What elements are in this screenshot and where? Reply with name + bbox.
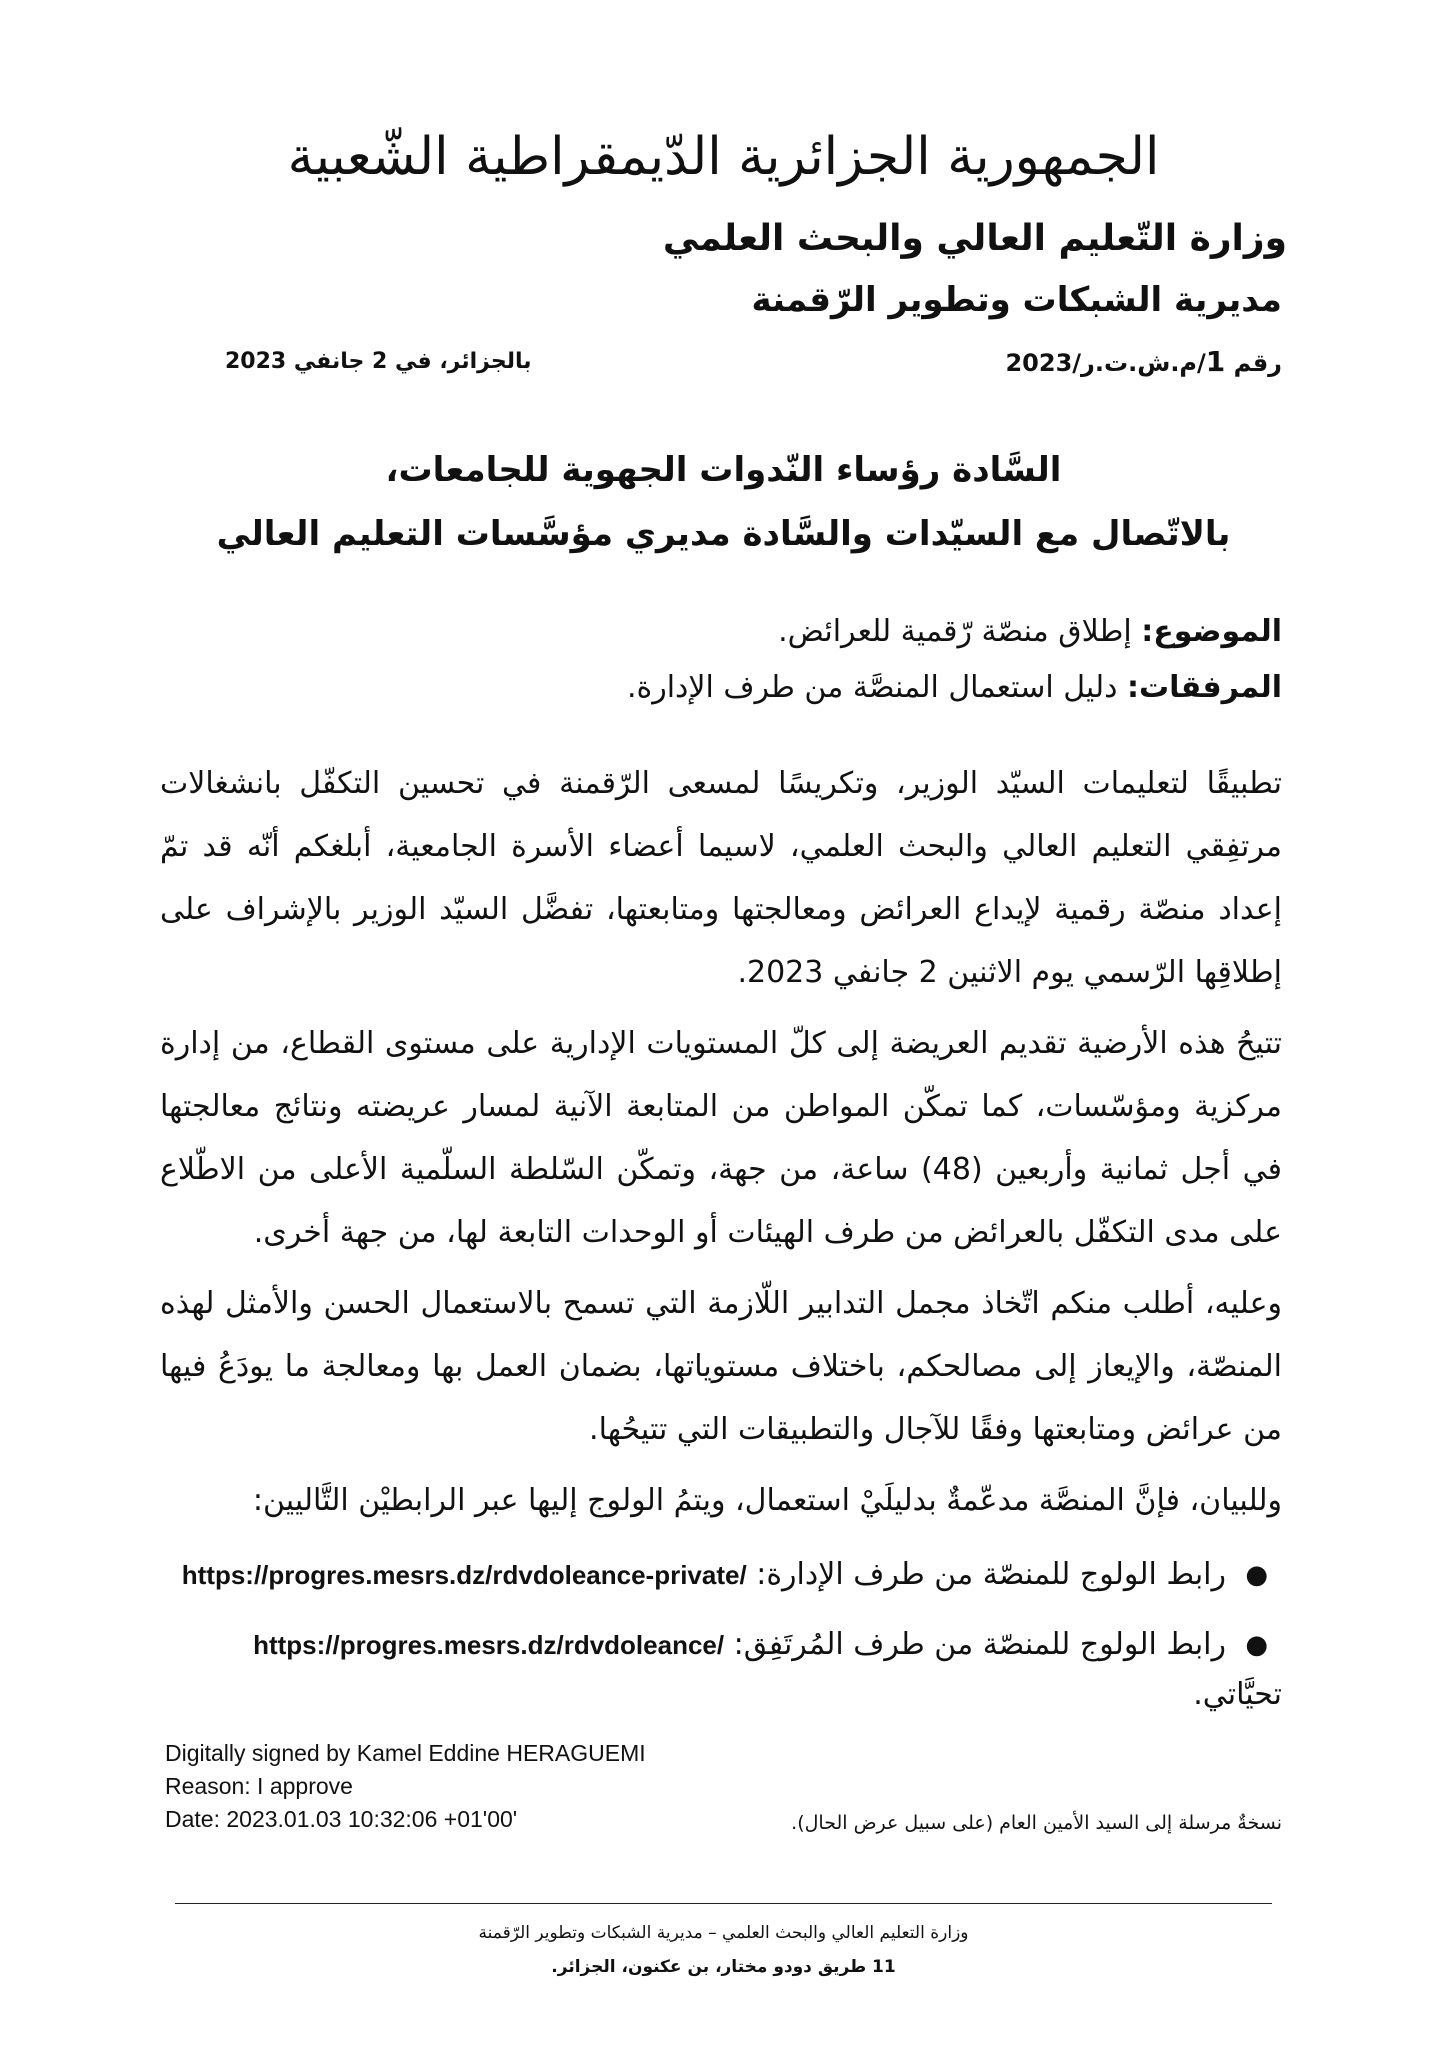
footer-divider (175, 1903, 1272, 1904)
signature-reason: Reason: I approve (165, 1773, 353, 1799)
body-paragraph-4: وللبيان، فإنَّ المنصَّة مدعّمةٌ بدليلَيْ استعمال، ويتمُ الولوج إليها عبر الرابطيْن التَّاليين: (252, 1483, 1282, 1518)
list-item (160, 1540, 1282, 1610)
closing-salutation: تحيَّاتي. (1193, 1677, 1282, 1712)
attachments-label: المرفقات: (1127, 670, 1282, 705)
footer (0, 1916, 1447, 1984)
subject-block (160, 604, 1282, 716)
reference-prefix: رقم (1233, 349, 1282, 377)
digital-signature (165, 1737, 646, 1836)
admin-link-url[interactable]: https://progres.mesrs.dz/rdvdoleance-private/ (181, 1560, 747, 1590)
user-link-label: رابط الولوج للمنصّة من طرف المُرتَفِق: (733, 1627, 1226, 1662)
admin-link-label: رابط الولوج للمنصّة من طرف الإدارة: (756, 1557, 1226, 1592)
letter-body (160, 752, 1282, 1680)
list-item (160, 1610, 1282, 1680)
addressee-line-2: بالاتّصال مع السيّدات والسَّادة مديري مؤسَّسات التعليم العالي (216, 514, 1231, 554)
reference-suffix: /م.ش.ت.ر/2023 (1005, 349, 1206, 377)
attachments-text: دليل استعمال المنصَّة من طرف الإدارة. (626, 670, 1118, 705)
addressee-block (0, 438, 1447, 566)
bullet-icon: ● (1245, 1560, 1268, 1590)
place-date: بالجزائر، في 2 جانفي 2023 (225, 349, 532, 374)
reference-num: 1 (1205, 345, 1226, 378)
signature-date: Date: 2023.01.03 10:32:06 +01'00' (165, 1806, 518, 1832)
subject-text: إطلاق منصّة رّقمية للعرائض. (778, 614, 1132, 649)
access-links-list (160, 1540, 1282, 1680)
directorate-name: مديرية الشبكات وتطوير الرّقمنة (751, 280, 1282, 320)
addressee-line-1: السَّادة رؤساء النّدوات الجهوية للجامعات، (385, 450, 1062, 490)
ministry-name: وزارة التّعليم العالي والبحث العلمي (662, 218, 1287, 259)
user-link-url[interactable]: https://progres.mesrs.dz/rdvdoleance/ (253, 1630, 725, 1660)
signature-signer: Digitally signed by Kamel Eddine HERAGUEMI (165, 1740, 646, 1766)
republic-heading: الجمهورية الجزائرية الدّيمقراطية الشّعبية (287, 127, 1160, 187)
footer-line-1: وزارة التعليم العالي والبحث العلمي – مديرية الشبكات وتطوير الرّقمنة (478, 1923, 969, 1943)
body-paragraph-2: تتيحُ هذه الأرضية تقديم العريضة إلى كلّ المستويات الإدارية على مستوى القطاع، من إدارة مركزية ومؤسّسات، كما تمكّن المواطن من المتابعة الآنية لمسار عريضته ونتائج معالجتها في أجل ثمانية وأربعين (48) ساعة، من جهة، وتمكّن السّلطة السلّمية الأعلى من الاطّلاع على مدى التكفّل بالعرائض من طرف الهيئات أو الوحدات التابعة لها، من جهة أخرى. (160, 1026, 1282, 1250)
attachments-line (160, 660, 1282, 716)
reference-row (225, 344, 1282, 380)
subject-line (160, 604, 1282, 660)
reference-number (1005, 344, 1282, 381)
body-paragraph-3: وعليه، أطلب منكم اتّخاذ مجمل التدابير اللّازمة التي تسمح بالاستعمال الحسن والأمثل لهذه المنصّة، والإيعاز إلى مصالحكم، باختلاف مستوياتها، بضمان العمل بها ومعالجة ما يودَعُ فيها من عرائض ومتابعتها وفقًا للآجال والتطبيقات التي تتيحُها. (160, 1286, 1282, 1447)
footer-address: 11 طريق دودو مختار، بن عكنون، الجزائر. (551, 1957, 896, 1977)
body-paragraph-1: تطبيقًا لتعليمات السيّد الوزير، وتكريسًا لمسعى الرّقمنة في تحسين التكفّل بانشغالات مرتفِقي التعليم العالي والبحث العلمي، لاسيما أعضاء الأسرة الجامعية، أبلغكم أنّه قد تمّ إعداد منصّة رقمية لإيداع العرائض ومعالجتها ومتابعتها، تفضَّل السيّد الوزير بالإشراف على إطلاقِها الرّسمي يوم الاثنين 2 جانفي 2023. (160, 766, 1282, 990)
bullet-icon: ● (1245, 1630, 1268, 1660)
copy-note: نسخةٌ مرسلة إلى السيد الأمين العام (على سبيل عرض الحال). (791, 1812, 1282, 1834)
subject-label: الموضوع: (1141, 614, 1282, 649)
